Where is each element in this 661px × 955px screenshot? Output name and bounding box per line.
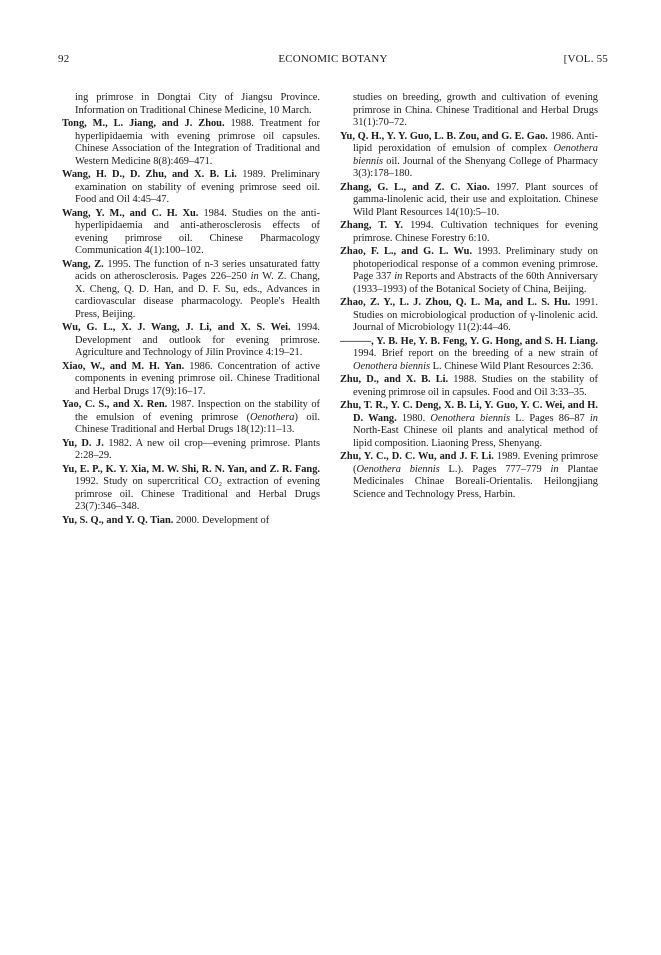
- reference-entry: [62, 118, 320, 168]
- reference-text: 1995. The function of n-3 series unsaturated fatty acids on atherosclerosis. Pages 226–250: [75, 258, 320, 282]
- reference-text: L. Pages 86–87: [510, 412, 590, 424]
- reference-authors: Yao, C. S., and X. Ren.: [62, 399, 168, 410]
- italic-text: in: [550, 463, 559, 475]
- reference-text: W. Z. Chang, X. Cheng, Q. D. Han, and D. F. Su, eds., Advances in cardiovascular disease pharmacology. People's Health Press, Beijing.: [75, 271, 320, 320]
- reference-text: 1994. Development and outlook for evening primrose. Agriculture and Technology of Jilin Province 4:19–21.: [75, 322, 320, 358]
- italic-text: in: [589, 412, 598, 424]
- reference-entry: [62, 399, 320, 437]
- reference-entry: [340, 400, 598, 450]
- reference-text: 1988. Treatment for hyperlipidaemia with evening primrose oil capsules. Chinese Association of the Integration of Traditional and Western Medicine 8(8):469–471.: [75, 118, 320, 167]
- italic-text: Oenothera biennis: [430, 412, 511, 424]
- reference-authors: Zhu, T. R., Y. C. Deng, X. B. Li, Y. Guo, Y. C. Wei, and H. D. Wang.: [340, 400, 598, 424]
- reference-entry: [340, 220, 598, 245]
- reference-column-right: [340, 92, 598, 502]
- reference-authors: Yu, S. Q., and Y. Q. Tian.: [62, 514, 174, 526]
- reference-entry: [62, 322, 320, 360]
- reference-authors: Yu, E. P., K. Y. Xia, M. W. Shi, R. N. Yan, and Z. R. Fang.: [62, 463, 320, 475]
- reference-entry: [62, 361, 320, 399]
- reference-text: 1989. Evening primrose (: [353, 451, 598, 475]
- reference-text: L. Chinese Wild Plant Resources 2:36.: [430, 360, 594, 372]
- running-header: [58, 53, 608, 69]
- reference-authors: ———, Y. B. He, Y. B. Feng, Y. G. Hong, and S. H. Liang.: [340, 335, 598, 347]
- italic-text: Oenothera biennis: [353, 143, 598, 167]
- italic-text: Oenothera: [250, 411, 295, 423]
- reference-entry: [62, 208, 320, 258]
- reference-entry: [340, 297, 598, 335]
- reference-authors: Yu, Q. H., Y. Y. Guo, L. B. Zou, and G. E. Gao.: [340, 130, 548, 142]
- reference-authors: Zhang, G. L., and Z. C. Xiao.: [340, 181, 490, 193]
- reference-entry: [340, 451, 598, 501]
- reference-entry: [62, 438, 320, 463]
- italic-text: Oenothera biennis: [353, 360, 431, 372]
- reference-entry: [340, 246, 598, 296]
- reference-text: 1993. Preliminary study on photoperiodical response of a common evening primrose. Page 337: [353, 246, 598, 282]
- journal-title: ECONOMIC BOTANY: [278, 53, 388, 65]
- reference-text: 1988. Studies on the stability of evening primrose oil in capsules. Food and Oil 3:33–35.: [353, 374, 598, 398]
- reference-text: ) oil. Chinese Traditional and Herbal Drugs 18(12):11–13.: [75, 411, 320, 435]
- reference-entry: [340, 131, 598, 181]
- reference-entry: [340, 374, 598, 399]
- reference-authors: Tong, M., L. Jiang, and J. Zhou.: [62, 118, 225, 129]
- reference-text: 1986. Concentration of active components in evening primrose oil. Chinese Traditional and Herbal Drugs 17(9):16–17.: [75, 360, 321, 397]
- reference-text: 1986. Anti-lipid peroxidation of emulsion of complex: [353, 130, 599, 154]
- reference-text: 1982. A new oil crop—evening primrose. Plants 2:28–29.: [75, 437, 321, 461]
- reference-text: Plantae Medicinales Chinae Boreali-Orientalis. Heilongjiang Science and Technology Press, Harbin.: [353, 463, 598, 500]
- reference-text: 1987. Inspection on the stability of the emulsion of evening primrose (: [75, 399, 321, 423]
- reference-authors: Wang, H. D., D. Zhu, and X. B. Li.: [62, 169, 237, 180]
- reference-entry: [62, 169, 320, 207]
- reference-authors: Wang, Y. M., and C. H. Xu.: [62, 207, 199, 219]
- reference-column-left: [62, 92, 320, 528]
- reference-authors: Zhu, D., and X. B. Li.: [340, 374, 449, 385]
- reference-text: 1994. Brief report on the breeding of a new strain of: [353, 348, 598, 359]
- reference-continued: [62, 92, 320, 117]
- reference-authors: Yu, D. J.: [62, 437, 104, 449]
- reference-entry: [62, 515, 320, 528]
- reference-text: 1984. Studies on the anti-hyperlipidaemia and anti-atherosclerosis effects of evening primrose oil. Chinese Pharmacology Communication 4(1):100–102.: [75, 207, 320, 256]
- reference-authors: Xiao, W., and M. H. Yan.: [62, 360, 185, 372]
- page-number: 92: [58, 53, 70, 65]
- reference-entry: [340, 336, 598, 374]
- italic-text: in: [394, 271, 403, 282]
- reference-authors: Wu, G. L., X. J. Wang, J. Li, and X. S. Wei.: [62, 322, 291, 333]
- reference-authors: Wang, Z.: [62, 258, 104, 270]
- italic-text: in: [250, 271, 259, 282]
- reference-authors: Zhao, Z. Y., L. J. Zhou, Q. L. Ma, and L. S. Hu.: [340, 297, 571, 308]
- reference-text: 1997. Plant sources of gamma-linolenic acid, their use and exploitation. Chinese Wild Plant Resources 14(10):5–10.: [353, 181, 598, 218]
- reference-text: 1992. Study on supercritical CO₂ extraction of evening primrose oil. Chinese Traditional and Herbal Drugs 23(7):346–348.: [75, 476, 320, 512]
- reference-text: oil. Journal of the Shenyang College of Pharmacy 3(3):178–180.: [353, 155, 598, 179]
- reference-authors: Zhang, T. Y.: [340, 220, 403, 231]
- volume-label: [VOL. 55: [563, 53, 608, 65]
- reference-entry: [340, 182, 598, 220]
- reference-text: 1994. Cultivation techniques for evening primrose. Chinese Forestry 6:10.: [353, 220, 598, 244]
- reference-text: 1991. Studies on microbiological production of γ-linolenic acid. Journal of Microbiology 11(2):44–46.: [353, 297, 598, 333]
- italic-text: Oenothera biennis: [356, 463, 440, 475]
- reference-continued: [340, 92, 598, 130]
- reference-entry: [62, 464, 320, 514]
- reference-text: studies on breeding, growth and cultivation of evening primrose in China. Chinese Traditional and Herbal Drugs 31(1):70–72.: [353, 92, 598, 128]
- reference-entry: [62, 259, 320, 322]
- reference-text: L.). Pages 777–779: [439, 463, 551, 475]
- reference-text: ing primrose in Dongtai City of Jiangsu Province. Information on Traditional Chinese Medicine, 10 March.: [75, 92, 320, 116]
- reference-text: 1989. Preliminary examination on stability of evening primrose seed oil. Food and Oil 4:45–47.: [75, 169, 320, 205]
- reference-text: 1980.: [396, 412, 431, 424]
- reference-authors: Zhu, Y. C., D. C. Wu, and J. F. Li.: [340, 451, 494, 462]
- reference-text: 2000. Development of: [173, 514, 270, 526]
- reference-authors: Zhao, F. L., and G. L. Wu.: [340, 246, 473, 257]
- reference-text: Reports and Abstracts of the 60th Anniversary (1933–1993) of the Botanical Society of China, Beijing.: [353, 271, 598, 295]
- reference-text: North-East Chinese oil plants and analytical method of lipid composition. Liaoning Press, Shenyang.: [353, 425, 598, 449]
